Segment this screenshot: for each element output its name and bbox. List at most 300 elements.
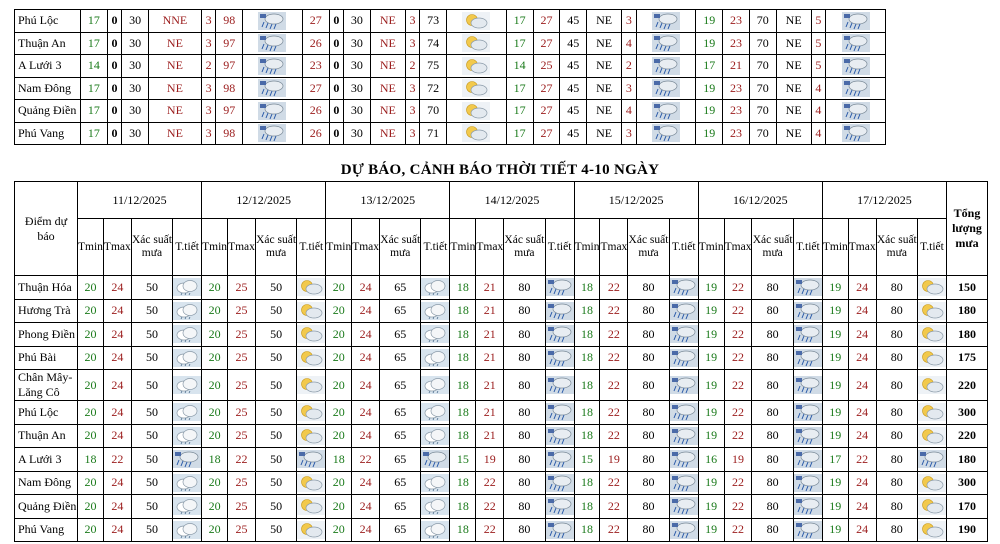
rain-weather-icon bbox=[918, 450, 946, 468]
sun-weather-icon bbox=[297, 521, 325, 539]
value-cell: 19 bbox=[696, 122, 723, 145]
value-cell: 14 bbox=[506, 55, 533, 78]
value-cell: 23 bbox=[723, 32, 750, 55]
weather-cell bbox=[636, 32, 696, 55]
rain-weather-icon bbox=[794, 521, 822, 539]
rain-weather-icon bbox=[842, 124, 870, 142]
rain-prob-cell: 80 bbox=[752, 323, 793, 347]
tmin-cell: 20 bbox=[78, 495, 104, 519]
tmin-cell: 19 bbox=[822, 518, 848, 542]
weather-cell bbox=[243, 122, 303, 145]
weather-cell bbox=[447, 55, 507, 78]
weather-header: T.tiết bbox=[669, 219, 698, 276]
weather-cell bbox=[545, 495, 574, 519]
rain-weather-icon bbox=[652, 57, 680, 75]
value-cell: 0 bbox=[329, 32, 343, 55]
tmin-cell: 19 bbox=[822, 323, 848, 347]
weather-cell bbox=[793, 495, 822, 519]
rain-weather-icon bbox=[842, 102, 870, 120]
rain-prob-cell: 80 bbox=[752, 401, 793, 425]
weather-cell bbox=[917, 299, 946, 323]
value-cell: 70 bbox=[749, 32, 776, 55]
tmax-cell: 24 bbox=[103, 299, 131, 323]
weather-cell bbox=[297, 424, 326, 448]
table-row bbox=[15, 100, 886, 123]
cloud-weather-icon bbox=[421, 376, 449, 394]
weather-cell bbox=[243, 77, 303, 100]
tmax-cell: 22 bbox=[352, 448, 380, 472]
tmax-cell: 25 bbox=[228, 401, 256, 425]
value-cell: 70 bbox=[749, 10, 776, 33]
value-cell: 0 bbox=[107, 55, 121, 78]
tmin-cell: 20 bbox=[326, 424, 352, 448]
tmax-cell: 24 bbox=[103, 346, 131, 370]
value-cell: NE bbox=[148, 77, 201, 100]
value-cell: NE bbox=[370, 10, 405, 33]
weather-cell bbox=[793, 471, 822, 495]
weather-cell bbox=[669, 495, 698, 519]
value-cell: 72 bbox=[420, 77, 447, 100]
tmin-cell: 19 bbox=[698, 299, 724, 323]
table-row bbox=[15, 346, 988, 370]
rain-weather-icon bbox=[670, 427, 698, 445]
place-name: Nam Đông bbox=[15, 77, 81, 100]
tmax-cell: 22 bbox=[724, 518, 752, 542]
table-row bbox=[15, 55, 886, 78]
total-rain-cell: 300 bbox=[947, 401, 988, 425]
value-cell: NE bbox=[587, 77, 622, 100]
tmin-header: Tmin bbox=[574, 219, 600, 276]
rain-prob-cell: 80 bbox=[504, 424, 545, 448]
value-cell: 3 bbox=[201, 122, 215, 145]
tmax-cell: 21 bbox=[476, 370, 504, 401]
sun-weather-icon bbox=[918, 403, 946, 421]
rain-weather-icon bbox=[652, 102, 680, 120]
weather-cell bbox=[669, 346, 698, 370]
tmin-cell: 18 bbox=[450, 276, 476, 300]
tmax-cell: 22 bbox=[724, 346, 752, 370]
rain-prob-cell: 80 bbox=[504, 471, 545, 495]
rain-prob-cell: 50 bbox=[131, 401, 172, 425]
value-cell: 3 bbox=[622, 122, 636, 145]
tmax-cell: 24 bbox=[352, 346, 380, 370]
weather-cell bbox=[243, 32, 303, 55]
table-row bbox=[15, 276, 988, 300]
weather-cell bbox=[421, 448, 450, 472]
value-cell: 17 bbox=[506, 100, 533, 123]
tmin-cell: 20 bbox=[202, 323, 228, 347]
tmax-cell: 24 bbox=[352, 323, 380, 347]
weather-cell bbox=[421, 370, 450, 401]
tmin-cell: 20 bbox=[202, 471, 228, 495]
place-header: Điểm dự báo bbox=[15, 182, 78, 276]
weather-cell bbox=[421, 471, 450, 495]
tmax-cell: 21 bbox=[476, 346, 504, 370]
tmin-cell: 19 bbox=[698, 370, 724, 401]
tmax-cell: 24 bbox=[352, 518, 380, 542]
value-cell: 4 bbox=[811, 100, 825, 123]
rain-prob-header: Xác suất mưa bbox=[876, 219, 917, 276]
tmin-cell: 20 bbox=[326, 299, 352, 323]
weather-cell bbox=[421, 323, 450, 347]
rain-weather-icon bbox=[842, 57, 870, 75]
tmin-cell: 20 bbox=[78, 346, 104, 370]
value-cell: 30 bbox=[122, 55, 149, 78]
weather-cell bbox=[447, 122, 507, 145]
rain-weather-icon bbox=[794, 325, 822, 343]
tmax-cell: 22 bbox=[724, 370, 752, 401]
tmin-cell: 20 bbox=[202, 370, 228, 401]
sun-weather-icon bbox=[297, 403, 325, 421]
rain-prob-cell: 80 bbox=[876, 495, 917, 519]
tmax-cell: 25 bbox=[228, 424, 256, 448]
tmin-cell: 18 bbox=[574, 299, 600, 323]
rain-prob-cell: 65 bbox=[380, 370, 421, 401]
total-rain-cell: 190 bbox=[947, 518, 988, 542]
tmax-cell: 24 bbox=[352, 424, 380, 448]
place-name: Quảng Điền bbox=[15, 100, 81, 123]
weather-cell bbox=[793, 276, 822, 300]
value-cell: 5 bbox=[811, 32, 825, 55]
tmax-cell: 24 bbox=[352, 299, 380, 323]
total-rain-cell: 180 bbox=[947, 299, 988, 323]
weather-cell bbox=[669, 448, 698, 472]
value-cell: NE bbox=[148, 32, 201, 55]
sun-weather-icon bbox=[297, 427, 325, 445]
value-cell: 21 bbox=[723, 55, 750, 78]
rain-prob-cell: 50 bbox=[131, 276, 172, 300]
cloud-weather-icon bbox=[421, 325, 449, 343]
rain-weather-icon bbox=[546, 302, 574, 320]
value-cell: 17 bbox=[81, 77, 108, 100]
rain-prob-cell: 80 bbox=[504, 346, 545, 370]
tmax-header: Tmax bbox=[848, 219, 876, 276]
weather-cell bbox=[173, 401, 202, 425]
value-cell: 0 bbox=[107, 32, 121, 55]
tmin-cell: 20 bbox=[78, 299, 104, 323]
weather-cell bbox=[421, 518, 450, 542]
value-cell: 30 bbox=[344, 122, 371, 145]
tmin-cell: 20 bbox=[326, 346, 352, 370]
rain-prob-cell: 50 bbox=[131, 323, 172, 347]
value-cell: 17 bbox=[81, 122, 108, 145]
weather-cell bbox=[636, 100, 696, 123]
rain-weather-icon bbox=[258, 79, 286, 97]
tmax-cell: 21 bbox=[476, 323, 504, 347]
rain-prob-cell: 50 bbox=[131, 370, 172, 401]
rain-prob-cell: 80 bbox=[504, 323, 545, 347]
tmax-header: Tmax bbox=[103, 219, 131, 276]
tmin-cell: 20 bbox=[326, 518, 352, 542]
rain-weather-icon bbox=[794, 403, 822, 421]
rain-prob-cell: 80 bbox=[628, 424, 669, 448]
value-cell: 4 bbox=[811, 122, 825, 145]
rain-prob-cell: 65 bbox=[380, 276, 421, 300]
value-cell: 0 bbox=[107, 122, 121, 145]
tmax-cell: 24 bbox=[103, 370, 131, 401]
rain-weather-icon bbox=[842, 79, 870, 97]
rain-weather-icon bbox=[794, 450, 822, 468]
sun-weather-icon bbox=[462, 57, 490, 75]
rain-weather-icon bbox=[842, 34, 870, 52]
rain-prob-cell: 65 bbox=[380, 401, 421, 425]
value-cell: NE bbox=[776, 77, 811, 100]
value-cell: 45 bbox=[560, 122, 587, 145]
rain-prob-cell: 50 bbox=[131, 346, 172, 370]
rain-weather-icon bbox=[258, 34, 286, 52]
rain-weather-icon bbox=[258, 102, 286, 120]
value-cell: 30 bbox=[344, 77, 371, 100]
tmax-cell: 22 bbox=[724, 323, 752, 347]
cloud-weather-icon bbox=[173, 497, 201, 515]
tmin-cell: 18 bbox=[574, 370, 600, 401]
weather-cell bbox=[636, 55, 696, 78]
weather-cell bbox=[421, 276, 450, 300]
weather-cell bbox=[297, 299, 326, 323]
tmax-header: Tmax bbox=[476, 219, 504, 276]
rain-prob-cell: 80 bbox=[504, 495, 545, 519]
rain-weather-icon bbox=[670, 403, 698, 421]
rain-prob-cell: 50 bbox=[131, 495, 172, 519]
weather-cell bbox=[545, 471, 574, 495]
place-name: A Lưới 3 bbox=[15, 55, 81, 78]
weather-cell bbox=[917, 276, 946, 300]
rain-prob-cell: 65 bbox=[380, 495, 421, 519]
place-name: Nam Đông bbox=[15, 471, 78, 495]
value-cell: 27 bbox=[533, 122, 560, 145]
weather-cell bbox=[173, 495, 202, 519]
value-cell: 30 bbox=[122, 122, 149, 145]
table-row bbox=[15, 299, 988, 323]
rain-prob-cell: 50 bbox=[255, 276, 296, 300]
tmax-cell: 22 bbox=[600, 401, 628, 425]
weather-cell bbox=[297, 448, 326, 472]
tmax-cell: 22 bbox=[600, 346, 628, 370]
value-cell: 73 bbox=[420, 10, 447, 33]
rain-prob-cell: 65 bbox=[380, 471, 421, 495]
value-cell: NE bbox=[587, 55, 622, 78]
rain-weather-icon bbox=[258, 12, 286, 30]
tmax-cell: 24 bbox=[848, 424, 876, 448]
tmin-cell: 20 bbox=[202, 346, 228, 370]
weather-cell bbox=[545, 448, 574, 472]
tmin-cell: 20 bbox=[202, 276, 228, 300]
value-cell: 70 bbox=[749, 122, 776, 145]
weather-cell bbox=[793, 370, 822, 401]
cloud-weather-icon bbox=[421, 497, 449, 515]
rain-weather-icon bbox=[173, 450, 201, 468]
rain-prob-cell: 80 bbox=[752, 346, 793, 370]
tmin-cell: 18 bbox=[450, 401, 476, 425]
value-cell: 23 bbox=[723, 122, 750, 145]
rain-weather-icon bbox=[546, 450, 574, 468]
rain-prob-cell: 65 bbox=[380, 448, 421, 472]
weather-cell bbox=[447, 10, 507, 33]
tmax-header: Tmax bbox=[600, 219, 628, 276]
cloud-weather-icon bbox=[421, 403, 449, 421]
value-cell: 4 bbox=[622, 100, 636, 123]
weather-cell bbox=[669, 299, 698, 323]
tmax-cell: 22 bbox=[228, 448, 256, 472]
tmin-cell: 20 bbox=[326, 471, 352, 495]
value-cell: 3 bbox=[405, 100, 419, 123]
weather-cell bbox=[793, 323, 822, 347]
tmin-cell: 15 bbox=[450, 448, 476, 472]
value-cell: NE bbox=[587, 32, 622, 55]
value-cell: 17 bbox=[81, 10, 108, 33]
weather-cell bbox=[297, 370, 326, 401]
tmax-cell: 25 bbox=[228, 323, 256, 347]
tmax-cell: 24 bbox=[352, 495, 380, 519]
tmin-cell: 18 bbox=[202, 448, 228, 472]
rain-weather-icon bbox=[794, 302, 822, 320]
sun-weather-icon bbox=[462, 102, 490, 120]
rain-prob-cell: 80 bbox=[628, 276, 669, 300]
rain-prob-cell: 80 bbox=[504, 518, 545, 542]
place-name: Chân Mây-Lăng Cô bbox=[15, 370, 78, 401]
value-cell: 3 bbox=[622, 10, 636, 33]
rain-weather-icon bbox=[670, 349, 698, 367]
rain-weather-icon bbox=[652, 34, 680, 52]
value-cell: 2 bbox=[622, 55, 636, 78]
weather-cell bbox=[421, 401, 450, 425]
value-cell: 45 bbox=[560, 100, 587, 123]
rain-weather-icon bbox=[670, 325, 698, 343]
value-cell: 17 bbox=[506, 32, 533, 55]
tmax-cell: 25 bbox=[228, 471, 256, 495]
value-cell: 26 bbox=[302, 122, 329, 145]
table-row bbox=[15, 77, 886, 100]
weather-cell bbox=[793, 424, 822, 448]
tmin-header: Tmin bbox=[698, 219, 724, 276]
cloud-weather-icon bbox=[173, 521, 201, 539]
rain-prob-cell: 80 bbox=[752, 448, 793, 472]
tmin-cell: 20 bbox=[326, 401, 352, 425]
value-cell: 17 bbox=[696, 55, 723, 78]
tmax-cell: 24 bbox=[352, 370, 380, 401]
tmax-cell: 25 bbox=[228, 370, 256, 401]
rain-weather-icon bbox=[652, 12, 680, 30]
cloud-weather-icon bbox=[173, 376, 201, 394]
weather-cell bbox=[826, 122, 886, 145]
tmin-cell: 19 bbox=[822, 424, 848, 448]
value-cell: 17 bbox=[81, 100, 108, 123]
value-cell: 30 bbox=[344, 32, 371, 55]
tmin-cell: 20 bbox=[78, 323, 104, 347]
tmax-cell: 22 bbox=[600, 370, 628, 401]
tmax-cell: 24 bbox=[103, 495, 131, 519]
weather-cell bbox=[636, 77, 696, 100]
tmin-cell: 19 bbox=[698, 471, 724, 495]
forecast-title: DỰ BÁO, CẢNH BÁO THỜI TIẾT 4-10 NGÀY bbox=[340, 162, 660, 178]
tmin-cell: 18 bbox=[78, 448, 104, 472]
weather-cell bbox=[173, 276, 202, 300]
rain-weather-icon bbox=[546, 497, 574, 515]
table-row bbox=[15, 495, 988, 519]
rain-prob-cell: 50 bbox=[255, 346, 296, 370]
place-name: Phú Bài bbox=[15, 346, 78, 370]
value-cell: 70 bbox=[749, 100, 776, 123]
value-cell: 0 bbox=[329, 77, 343, 100]
tmax-cell: 25 bbox=[228, 299, 256, 323]
cloud-weather-icon bbox=[421, 349, 449, 367]
rain-prob-cell: 80 bbox=[876, 518, 917, 542]
tmin-cell: 19 bbox=[698, 424, 724, 448]
tmax-header: Tmax bbox=[228, 219, 256, 276]
value-cell: NE bbox=[370, 100, 405, 123]
tmax-cell: 22 bbox=[476, 471, 504, 495]
weather-cell bbox=[826, 100, 886, 123]
value-cell: NE bbox=[148, 55, 201, 78]
cloud-weather-icon bbox=[421, 521, 449, 539]
value-cell: 23 bbox=[723, 10, 750, 33]
place-name: Thuận An bbox=[15, 424, 78, 448]
weather-cell bbox=[826, 55, 886, 78]
weather-cell bbox=[545, 518, 574, 542]
weather-cell bbox=[447, 77, 507, 100]
cloud-weather-icon bbox=[173, 474, 201, 492]
sun-weather-icon bbox=[297, 278, 325, 296]
tmin-cell: 19 bbox=[822, 276, 848, 300]
date-header: 16/12/2025 bbox=[698, 182, 822, 219]
rain-prob-cell: 50 bbox=[255, 370, 296, 401]
cloud-weather-icon bbox=[421, 278, 449, 296]
tmax-header: Tmax bbox=[352, 219, 380, 276]
value-cell: 70 bbox=[749, 55, 776, 78]
weather-cell bbox=[917, 471, 946, 495]
rain-prob-cell: 50 bbox=[255, 424, 296, 448]
weather-cell bbox=[826, 10, 886, 33]
rain-prob-cell: 80 bbox=[504, 448, 545, 472]
rain-weather-icon bbox=[546, 349, 574, 367]
rain-prob-cell: 80 bbox=[876, 323, 917, 347]
place-name: Phú Vang bbox=[15, 122, 81, 145]
rain-prob-cell: 80 bbox=[752, 471, 793, 495]
cloud-weather-icon bbox=[421, 427, 449, 445]
value-cell: 3 bbox=[201, 32, 215, 55]
total-rain-cell: 220 bbox=[947, 370, 988, 401]
value-cell: 19 bbox=[696, 32, 723, 55]
total-rain-cell: 150 bbox=[947, 276, 988, 300]
tmax-cell: 24 bbox=[103, 323, 131, 347]
rain-weather-icon bbox=[794, 278, 822, 296]
weather-cell bbox=[421, 424, 450, 448]
value-cell: 23 bbox=[723, 77, 750, 100]
rain-prob-cell: 65 bbox=[380, 518, 421, 542]
tmin-cell: 18 bbox=[450, 424, 476, 448]
tmin-cell: 20 bbox=[202, 401, 228, 425]
tmin-cell: 20 bbox=[202, 299, 228, 323]
tmin-cell: 18 bbox=[574, 518, 600, 542]
rain-weather-icon bbox=[421, 450, 449, 468]
value-cell: 26 bbox=[302, 100, 329, 123]
rain-prob-cell: 80 bbox=[876, 448, 917, 472]
tmin-cell: 19 bbox=[698, 323, 724, 347]
sun-weather-icon bbox=[918, 325, 946, 343]
value-cell: 17 bbox=[81, 32, 108, 55]
sun-weather-icon bbox=[918, 349, 946, 367]
total-rain-cell: 220 bbox=[947, 424, 988, 448]
tmin-cell: 18 bbox=[574, 471, 600, 495]
tmin-cell: 20 bbox=[326, 276, 352, 300]
weather-header: T.tiết bbox=[793, 219, 822, 276]
place-name: Phú Lộc bbox=[15, 10, 81, 33]
date-header: 15/12/2025 bbox=[574, 182, 698, 219]
tmin-cell: 19 bbox=[698, 276, 724, 300]
tmin-cell: 18 bbox=[326, 448, 352, 472]
total-rain-cell: 180 bbox=[947, 323, 988, 347]
weather-cell bbox=[917, 370, 946, 401]
